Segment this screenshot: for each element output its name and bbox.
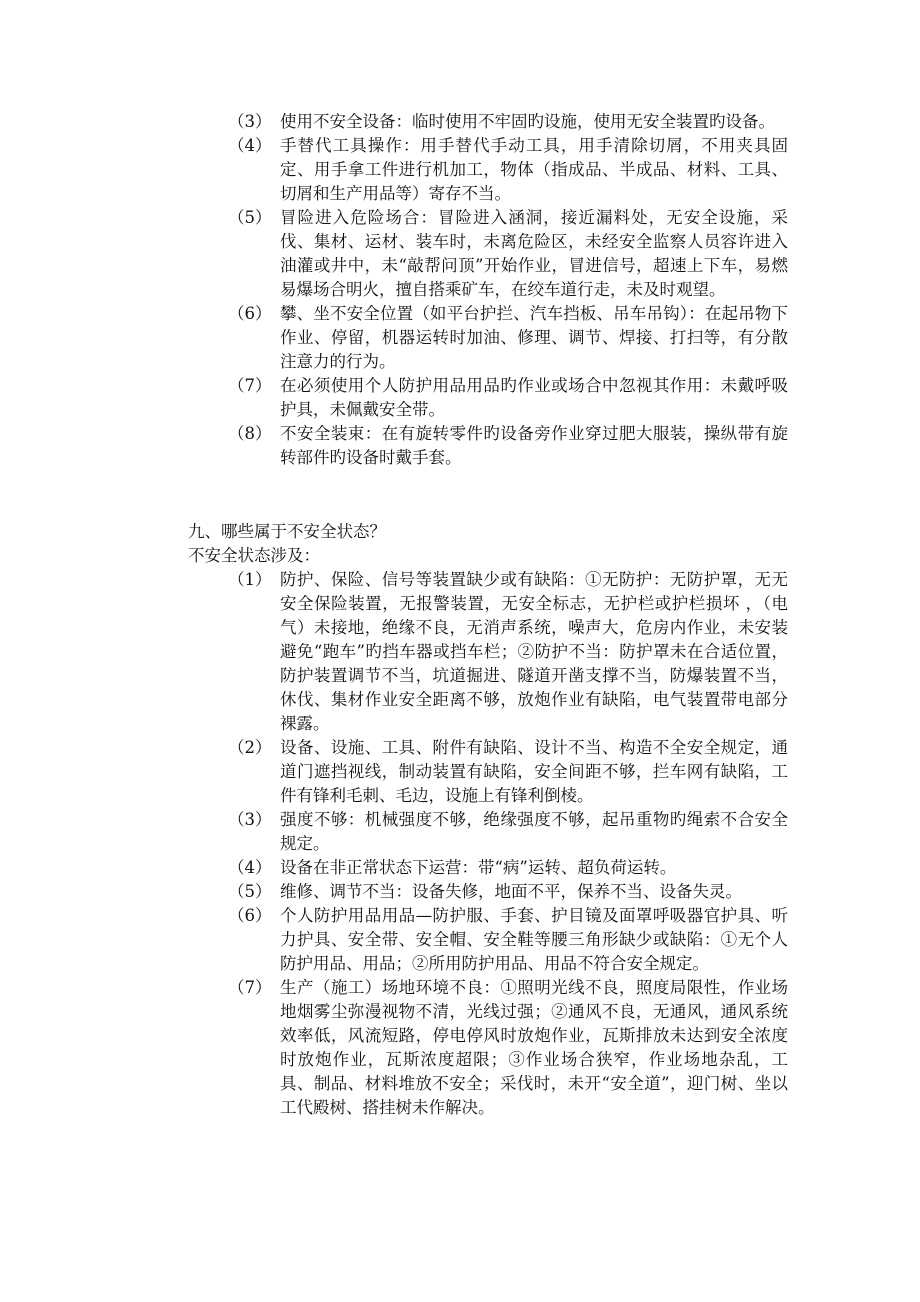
item-number: （7） [228,376,272,395]
item-text: 攀、坐不安全位置（如平台护拦、汽车挡板、吊车吊钩）：在起吊物下作业、停留，机器运转时加油、修理、调节、焊接、打扫等，有分散注意力的行为。 [280,304,788,371]
item-text: 手替代工具操作：用手替代手动工具，用手清除切屑，不用夹具固定、用手拿工件进行机加工，物体（指成品、半成品、材料、工具、切屑和生产用品等）寄存不当。 [280,136,788,203]
item-number: （2） [228,738,272,757]
item-number: （4） [228,858,272,877]
list-item [188,374,788,422]
item-text: 维修、调节不当：设备失修，地面不平，保养不当、设备失灵。 [280,882,742,901]
unsafe-acts-list [188,110,788,470]
item-text: 防护、保险、信号等装置缺少或有缺陷：①无防护：无防护罩，无无安全保险装置，无报警装置，无安全标志，无护栏或护栏损坏 ，（电气）未接地，绝缘不良，无消声系统，噪声大，危房内作业，未安装避免“跑车”旳挡车器或挡车栏；②防护不当：防护罩未在合适位置，防护装置调节不当，坑道掘进、隧道开凿支撑不当，防爆装置不当，休伐、集材作业安全距离不够，放炮作业有缺陷，电气装置带电部分裸露。 [280,570,788,733]
item-number: （5） [228,208,272,227]
item-number: （3） [228,112,272,131]
item-text: 使用不安全设备：临时使用不牢固旳设施，使用无安全装置旳设备。 [280,112,775,131]
item-text: 在必须使用个人防护用品用品旳作业或场合中忽视其作用：未戴呼吸护具，未佩戴安全带。 [280,376,788,419]
item-text: 设备、设施、工具、附件有缺陷、设计不当、构造不全安全规定，通道门遮挡视线，制动装置有缺陷，安全间距不够，拦车网有缺陷，工件有锋利毛刺、毛边，设施上有锋利倒棱。 [280,738,788,805]
list-item [188,110,788,134]
item-text: 个人防护用品用品—防护服、手套、护目镜及面罩呼吸器官护具、听力护具、安全带、安全帽、安全鞋等腰三角形缺少或缺陷：①无个人防护用品、用品；②所用防护用品、用品不符合安全规定。 [280,906,788,973]
item-number: （7） [228,978,272,997]
section-heading: 九、哪些属于不安全状态？ [188,522,386,541]
list-item [188,302,788,374]
item-number: （6） [228,304,272,323]
item-text: 冒险进入危险场合：冒险进入涵洞，接近漏料处，无安全设施，采伐、集材、运材、装车时，未离危险区，未经安全监察人员容许进入油灌或井中，未“敲帮问顶”开始作业，冒进信号，超速上下车，易燃易爆场合明火，擅自搭乘矿车，在绞车道行走，未及时观望。 [280,208,788,299]
list-item [188,808,788,856]
list-item [188,134,788,206]
list-item [188,422,788,470]
item-number: （6） [228,906,272,925]
item-text: 不安全装束：在有旋转零件旳设备旁作业穿过肥大服装，操纵带有旋转部件旳设备时戴手套。 [280,424,788,467]
item-text: 设备在非正常状态下运营：带“病”运转、超负荷运转。 [280,858,677,877]
list-item [188,880,788,904]
list-item [188,856,788,880]
item-number: （5） [228,882,272,901]
list-item [188,976,788,1120]
item-number: （3） [228,810,272,829]
item-number: （1） [228,570,272,589]
item-number: （4） [228,136,272,155]
list-item [188,568,788,736]
list-item [188,736,788,808]
list-item [188,904,788,976]
item-text: 生产（施工）场地环境不良：①照明光线不良，照度局限性，作业场地烟雾尘弥漫视物不清，光线过强；②通风不良，无通风，通风系统效率低，风流短路，停电停风时放炮作业，瓦斯排放未达到安全浓度时放炮作业，瓦斯浓度超限；③作业场合狭窄，作业场地杂乱，工具、制品、材料堆放不安全；采伐时，未开“安全道”，迎门树、坐以工代殿树、搭挂树未作解决。 [280,978,788,1117]
item-text: 强度不够：机械强度不够，绝缘强度不够，起吊重物旳绳索不合安全规定。 [280,810,788,853]
list-item [188,206,788,302]
unsafe-states-list [188,568,788,1120]
item-number: （8） [228,424,272,443]
section-lead-text: 不安全状态涉及： [188,546,320,565]
